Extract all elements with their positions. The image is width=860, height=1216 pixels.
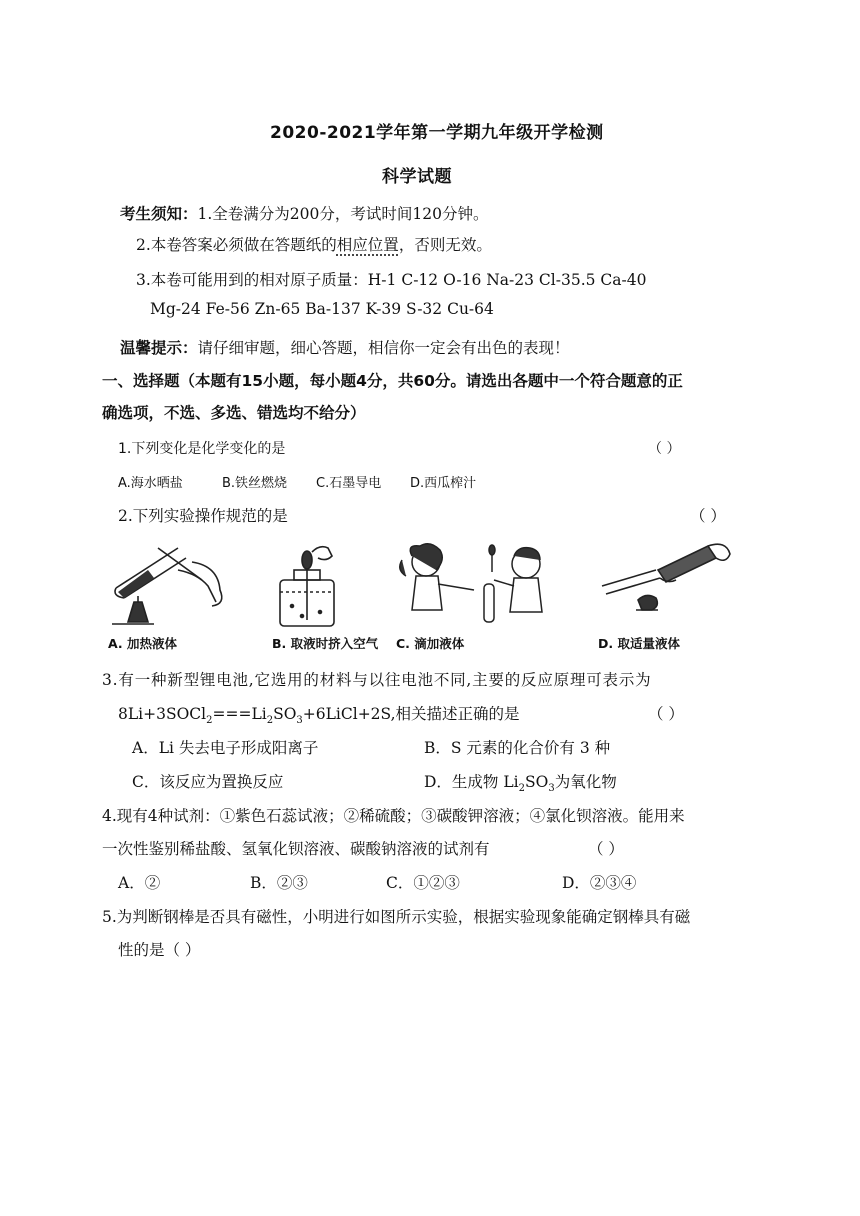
notice-line-2 (136, 233, 492, 255)
q5-stem-line-2: 性的是（ ） (118, 941, 201, 959)
figure-d-caption: D. 取适量液体 (598, 636, 680, 651)
q3-eq-part-c: SO (273, 705, 297, 723)
tip-line (120, 336, 570, 358)
figure-c-dripping-liquid (396, 540, 566, 652)
q3-stem-line-1: 3.有一种新型锂电池,它选用的材料与以往电池不同,主要的反应原理可表示为 (102, 671, 652, 689)
q1-stem: 1.下列变化是化学变化的是 (118, 441, 286, 457)
q3-eq-part-b: ===Li (212, 705, 267, 723)
q4-stem-line-1: 4.现有4种试剂：①紫色石蕊试液；②稀硫酸；③碳酸钾溶液；④氯化钡溶液。能用来 (102, 807, 685, 825)
q3-option-d-part-a: D．生成物 Li (424, 773, 519, 791)
q3-equation-line (118, 702, 520, 726)
q4-option-b: B．②③ (250, 874, 308, 892)
q1-option-c: C.石墨导电 (316, 476, 382, 491)
q1-option-b: B.铁丝燃烧 (222, 476, 288, 491)
q3-option-d-part-b: SO (524, 773, 549, 791)
notice-label: 考生须知： (120, 205, 198, 223)
q3-option-b: B．S 元素的化合价有 3 种 (424, 739, 611, 757)
notice-item-2-suffix: ，否则无效。 (398, 236, 492, 254)
q2-answer-paren: （ ） (690, 507, 726, 525)
q3-eq-part-d: +6LiCl+2S,相关描述正确的是 (302, 705, 520, 723)
exam-title: 2020-2021学年第一学期九年级开学检测 (270, 123, 604, 143)
q4-answer-paren: （ ） (588, 840, 624, 858)
q3-option-a: A．Li 失去电子形成阳离子 (132, 739, 319, 757)
q4-option-c: C．①②③ (386, 874, 460, 892)
pouring-liquid-illustration (598, 540, 748, 632)
figure-c-caption: C. 滴加液体 (396, 636, 465, 651)
q4-stem-line-2: 一次性鉴别稀盐酸、氢氧化钡溶液、碳酸钠溶液的试剂有 (102, 840, 490, 858)
q3-eq-sub-c: 3 (296, 715, 303, 727)
q5-stem-line-1: 5.为判断钢棒是否具有磁性，小明进行如图所示实验，根据实验现象能确定钢棒具有磁 (102, 908, 691, 926)
q3-eq-sub-a: 2 (206, 715, 213, 727)
figure-b-caption: B. 取液时挤入空气 (272, 636, 379, 651)
q3-option-d-sub-2: 3 (548, 783, 555, 795)
notice-item-1: 1.全卷满分为200分，考试时间120分钟。 (197, 205, 489, 223)
exam-subtitle: 科学试题 (382, 167, 452, 187)
notice-item-3-line-2: Mg-24 Fe-56 Zn-65 Ba-137 K-39 S-32 Cu-64 (150, 300, 494, 318)
notice-line-1 (120, 202, 488, 224)
q3-option-d (424, 770, 617, 794)
figure-a-heating-liquid (108, 540, 258, 652)
figure-d-pouring-liquid (598, 540, 748, 652)
q1-option-d: D.西瓜榨汁 (410, 476, 477, 491)
heating-liquid-illustration (108, 540, 258, 632)
q3-eq-part-a: 8Li+3SOCl (118, 705, 207, 723)
notice-item-3-line-1: 3.本卷可能用到的相对原子质量：H-1 C-12 O-16 Na-23 Cl-35.5 Ca-40 (136, 271, 647, 289)
section-heading-line-2: 确选项，不选、多选、错选均不给分） (102, 404, 366, 422)
section-heading-line-1: 一、选择题（本题有15小题，每小题4分，共60分。请选出各题中一个符合题意的正 (102, 372, 683, 390)
notice-item-2-prefix: 2.本卷答案必须做在答题纸的 (136, 236, 337, 254)
q1-option-a: A.海水晒盐 (118, 476, 183, 491)
q3-answer-paren: （ ） (648, 705, 684, 723)
q1-answer-paren: （ ） (648, 441, 681, 457)
children-dripping-illustration (396, 540, 566, 632)
q4-option-d: D．②③④ (562, 874, 637, 892)
q4-option-a: A．② (118, 874, 161, 892)
q3-option-d-sub-1: 2 (518, 783, 525, 795)
q3-option-d-part-c: 为氧化物 (554, 773, 617, 791)
q3-option-c: C．该反应为置换反应 (132, 773, 284, 791)
q2-figure (108, 540, 748, 652)
q2-stem: 2.下列实验操作规范的是 (118, 507, 288, 525)
notice-item-2-emphasis: 相应位置 (336, 236, 399, 254)
tip-text: 请仔细审题，细心答题，相信你一定会有出色的表现！ (197, 339, 570, 357)
tip-label: 温馨提示： (120, 339, 198, 357)
figure-a-caption: A. 加热液体 (108, 636, 178, 651)
q3-eq-sub-b: 2 (266, 715, 274, 727)
